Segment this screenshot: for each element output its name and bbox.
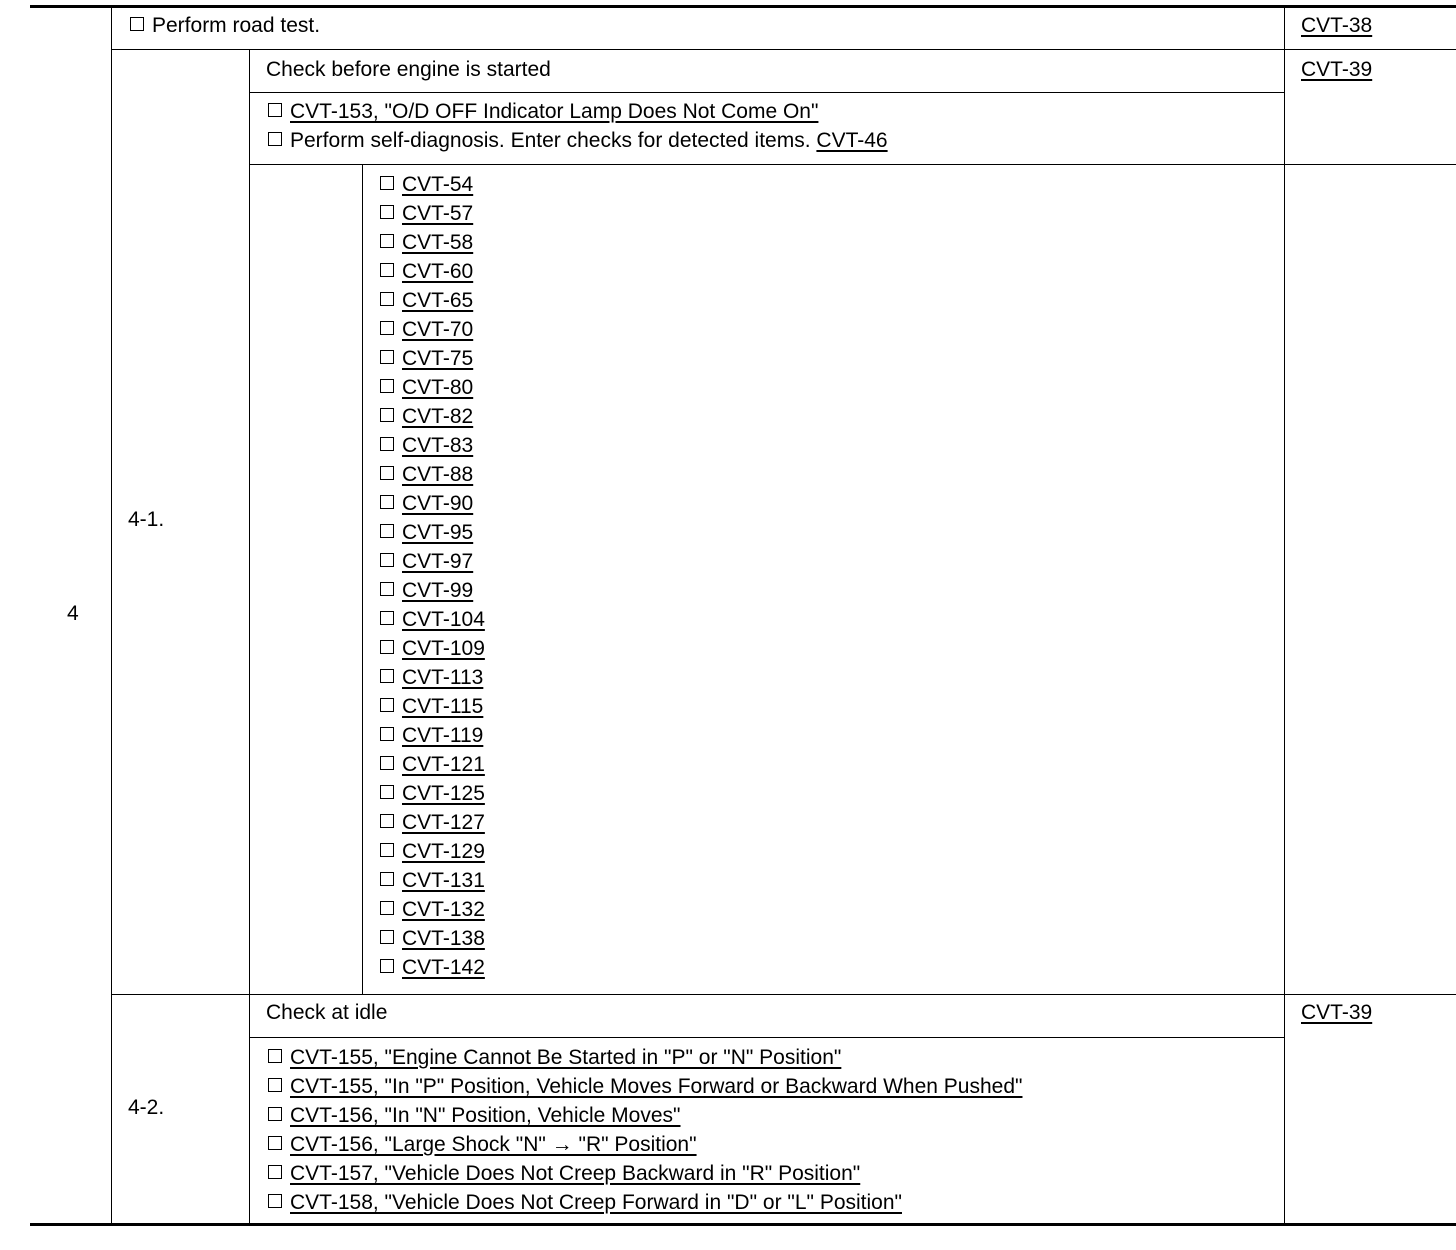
idle-check-link[interactable]: CVT-157, "Vehicle Does Not Creep Backward in "R" Position" bbox=[290, 1162, 861, 1185]
substep-2-heading: Check at idle bbox=[266, 1001, 388, 1024]
checkbox-icon[interactable] bbox=[268, 1136, 284, 1152]
list-item bbox=[380, 924, 485, 953]
list-item bbox=[380, 199, 485, 228]
checkbox-icon[interactable] bbox=[380, 640, 396, 656]
road-test-text: Perform road test. bbox=[152, 14, 321, 37]
dtc-ref-link[interactable]: CVT-82 bbox=[402, 405, 474, 428]
substep-1-ref-link[interactable]: CVT-39 bbox=[1301, 58, 1373, 81]
idle-check-link[interactable]: CVT-155, "In "P" Position, Vehicle Moves Forward or Backward When Pushed" bbox=[290, 1075, 1023, 1098]
list-item bbox=[380, 576, 485, 605]
checkbox-icon[interactable] bbox=[380, 408, 396, 424]
row-divider bbox=[250, 1037, 1285, 1038]
checkbox-icon[interactable] bbox=[380, 872, 396, 888]
checkbox-icon[interactable] bbox=[380, 901, 396, 917]
checkbox-icon[interactable] bbox=[380, 321, 396, 337]
list-item bbox=[380, 692, 485, 721]
checkbox-icon[interactable] bbox=[380, 263, 396, 279]
self-diagnosis-item bbox=[268, 128, 888, 154]
checkbox-icon[interactable] bbox=[380, 669, 396, 685]
list-item bbox=[380, 489, 485, 518]
column-divider bbox=[111, 5, 112, 1226]
list-item bbox=[380, 344, 485, 373]
checkbox-icon[interactable] bbox=[380, 379, 396, 395]
checkbox-icon[interactable] bbox=[380, 814, 396, 830]
list-item bbox=[268, 1101, 1022, 1130]
list-item bbox=[268, 1188, 1022, 1217]
step-number: 4 bbox=[67, 602, 79, 625]
dtc-ref-link[interactable]: CVT-99 bbox=[402, 579, 474, 602]
list-item bbox=[380, 721, 485, 750]
list-item bbox=[380, 431, 485, 460]
dtc-ref-link[interactable]: CVT-90 bbox=[402, 492, 474, 515]
dtc-ref-link[interactable]: CVT-131 bbox=[402, 869, 485, 892]
dtc-ref-link[interactable]: CVT-83 bbox=[402, 434, 474, 457]
dtc-ref-link[interactable]: CVT-57 bbox=[402, 202, 474, 225]
checkbox-icon[interactable] bbox=[380, 437, 396, 453]
dtc-ref-link[interactable]: CVT-104 bbox=[402, 608, 485, 631]
lamp-check-item bbox=[268, 99, 818, 125]
table-top-border bbox=[30, 5, 1456, 8]
road-test-item bbox=[130, 13, 320, 39]
dtc-ref-link[interactable]: CVT-60 bbox=[402, 260, 474, 283]
self-diagnosis-link[interactable]: CVT-46 bbox=[816, 129, 888, 152]
column-divider bbox=[362, 164, 363, 995]
dtc-ref-link[interactable]: CVT-121 bbox=[402, 753, 485, 776]
dtc-reference-list bbox=[380, 170, 485, 982]
list-item bbox=[380, 634, 485, 663]
list-item bbox=[380, 170, 485, 199]
checkbox-icon[interactable] bbox=[380, 350, 396, 366]
checkbox-icon[interactable] bbox=[268, 132, 284, 148]
checkbox-icon[interactable] bbox=[380, 466, 396, 482]
list-item bbox=[268, 1072, 1022, 1101]
column-divider bbox=[1284, 5, 1285, 1226]
list-item bbox=[380, 953, 485, 982]
checkbox-icon[interactable] bbox=[380, 205, 396, 221]
road-test-ref-link[interactable]: CVT-38 bbox=[1301, 14, 1373, 37]
list-item bbox=[268, 1159, 1022, 1188]
checkbox-icon[interactable] bbox=[380, 176, 396, 192]
list-item bbox=[380, 866, 485, 895]
checkbox-icon[interactable] bbox=[268, 1194, 284, 1210]
list-item bbox=[380, 837, 485, 866]
column-divider bbox=[249, 49, 250, 1226]
idle-check-link[interactable]: CVT-156, "Large Shock "N" → "R" Position" bbox=[290, 1133, 697, 1156]
list-item bbox=[380, 315, 485, 344]
idle-check-link[interactable]: CVT-156, "In "N" Position, Vehicle Moves" bbox=[290, 1104, 681, 1127]
list-item bbox=[380, 518, 485, 547]
idle-check-list bbox=[268, 1043, 1022, 1217]
checkbox-icon[interactable] bbox=[380, 292, 396, 308]
dtc-ref-link[interactable]: CVT-113 bbox=[402, 666, 484, 689]
list-item bbox=[380, 228, 485, 257]
checkbox-icon[interactable] bbox=[380, 843, 396, 859]
dtc-ref-link[interactable]: CVT-127 bbox=[402, 811, 485, 834]
row-divider bbox=[250, 92, 1285, 93]
dtc-ref-link[interactable]: CVT-88 bbox=[402, 463, 474, 486]
list-item bbox=[268, 1130, 1022, 1159]
list-item bbox=[380, 257, 485, 286]
substep-1-number: 4-1. bbox=[128, 508, 165, 531]
dtc-ref-link[interactable]: CVT-65 bbox=[402, 289, 474, 312]
dtc-ref-link[interactable]: CVT-138 bbox=[402, 927, 485, 950]
dtc-ref-link[interactable]: CVT-125 bbox=[402, 782, 485, 805]
list-item bbox=[380, 460, 485, 489]
dtc-ref-link[interactable]: CVT-95 bbox=[402, 521, 474, 544]
list-item bbox=[380, 373, 485, 402]
row-divider bbox=[112, 49, 1456, 50]
checkbox-icon[interactable] bbox=[268, 103, 284, 119]
list-item bbox=[380, 605, 485, 634]
dtc-ref-link[interactable]: CVT-70 bbox=[402, 318, 474, 341]
dtc-ref-link[interactable]: CVT-115 bbox=[402, 695, 484, 718]
checkbox-icon[interactable] bbox=[380, 959, 396, 975]
checkbox-icon[interactable] bbox=[380, 234, 396, 250]
checkbox-icon[interactable] bbox=[380, 698, 396, 714]
list-item bbox=[380, 663, 485, 692]
checkbox-icon[interactable] bbox=[130, 17, 146, 33]
list-item bbox=[268, 1043, 1022, 1072]
dtc-ref-link[interactable]: CVT-132 bbox=[402, 898, 485, 921]
checkbox-icon[interactable] bbox=[268, 1049, 284, 1065]
dtc-ref-link[interactable]: CVT-54 bbox=[402, 173, 474, 196]
idle-check-link[interactable]: CVT-155, "Engine Cannot Be Started in "P" or "N" Position" bbox=[290, 1046, 842, 1069]
checkbox-icon[interactable] bbox=[380, 524, 396, 540]
substep-2-ref-link[interactable]: CVT-39 bbox=[1301, 1001, 1373, 1024]
table-bottom-border bbox=[30, 1223, 1456, 1226]
list-item bbox=[380, 895, 485, 924]
dtc-ref-link[interactable]: CVT-129 bbox=[402, 840, 485, 863]
row-divider bbox=[250, 164, 1456, 165]
list-item bbox=[380, 286, 485, 315]
idle-check-link[interactable]: CVT-158, "Vehicle Does Not Creep Forward in "D" or "L" Position" bbox=[290, 1191, 902, 1214]
checkbox-icon[interactable] bbox=[380, 930, 396, 946]
list-item bbox=[380, 808, 485, 837]
dtc-ref-link[interactable]: CVT-119 bbox=[402, 724, 484, 747]
dtc-ref-link[interactable]: CVT-97 bbox=[402, 550, 474, 573]
list-item bbox=[380, 779, 485, 808]
list-item bbox=[380, 547, 485, 576]
checkbox-icon[interactable] bbox=[380, 495, 396, 511]
checkbox-icon[interactable] bbox=[380, 582, 396, 598]
substep-2-number: 4-2. bbox=[128, 1096, 165, 1119]
list-item bbox=[380, 402, 485, 431]
self-diagnosis-text: Perform self-diagnosis. Enter checks for detected items. bbox=[290, 129, 811, 152]
checkbox-icon[interactable] bbox=[380, 785, 396, 801]
checkbox-icon[interactable] bbox=[380, 756, 396, 772]
checkbox-icon[interactable] bbox=[380, 553, 396, 569]
checkbox-icon[interactable] bbox=[268, 1107, 284, 1123]
dtc-ref-link[interactable]: CVT-75 bbox=[402, 347, 474, 370]
checkbox-icon[interactable] bbox=[380, 611, 396, 627]
dtc-ref-link[interactable]: CVT-109 bbox=[402, 637, 485, 660]
substep-1-heading: Check before engine is started bbox=[266, 58, 551, 81]
checkbox-icon[interactable] bbox=[268, 1165, 284, 1181]
checkbox-icon[interactable] bbox=[268, 1078, 284, 1094]
row-divider bbox=[112, 994, 1456, 995]
dtc-ref-link[interactable]: CVT-58 bbox=[402, 231, 474, 254]
list-item bbox=[380, 750, 485, 779]
dtc-ref-link[interactable]: CVT-80 bbox=[402, 376, 474, 399]
checkbox-icon[interactable] bbox=[380, 727, 396, 743]
dtc-ref-link[interactable]: CVT-142 bbox=[402, 956, 485, 979]
lamp-check-link[interactable]: CVT-153, "O/D OFF Indicator Lamp Does Not Come On" bbox=[290, 100, 819, 123]
